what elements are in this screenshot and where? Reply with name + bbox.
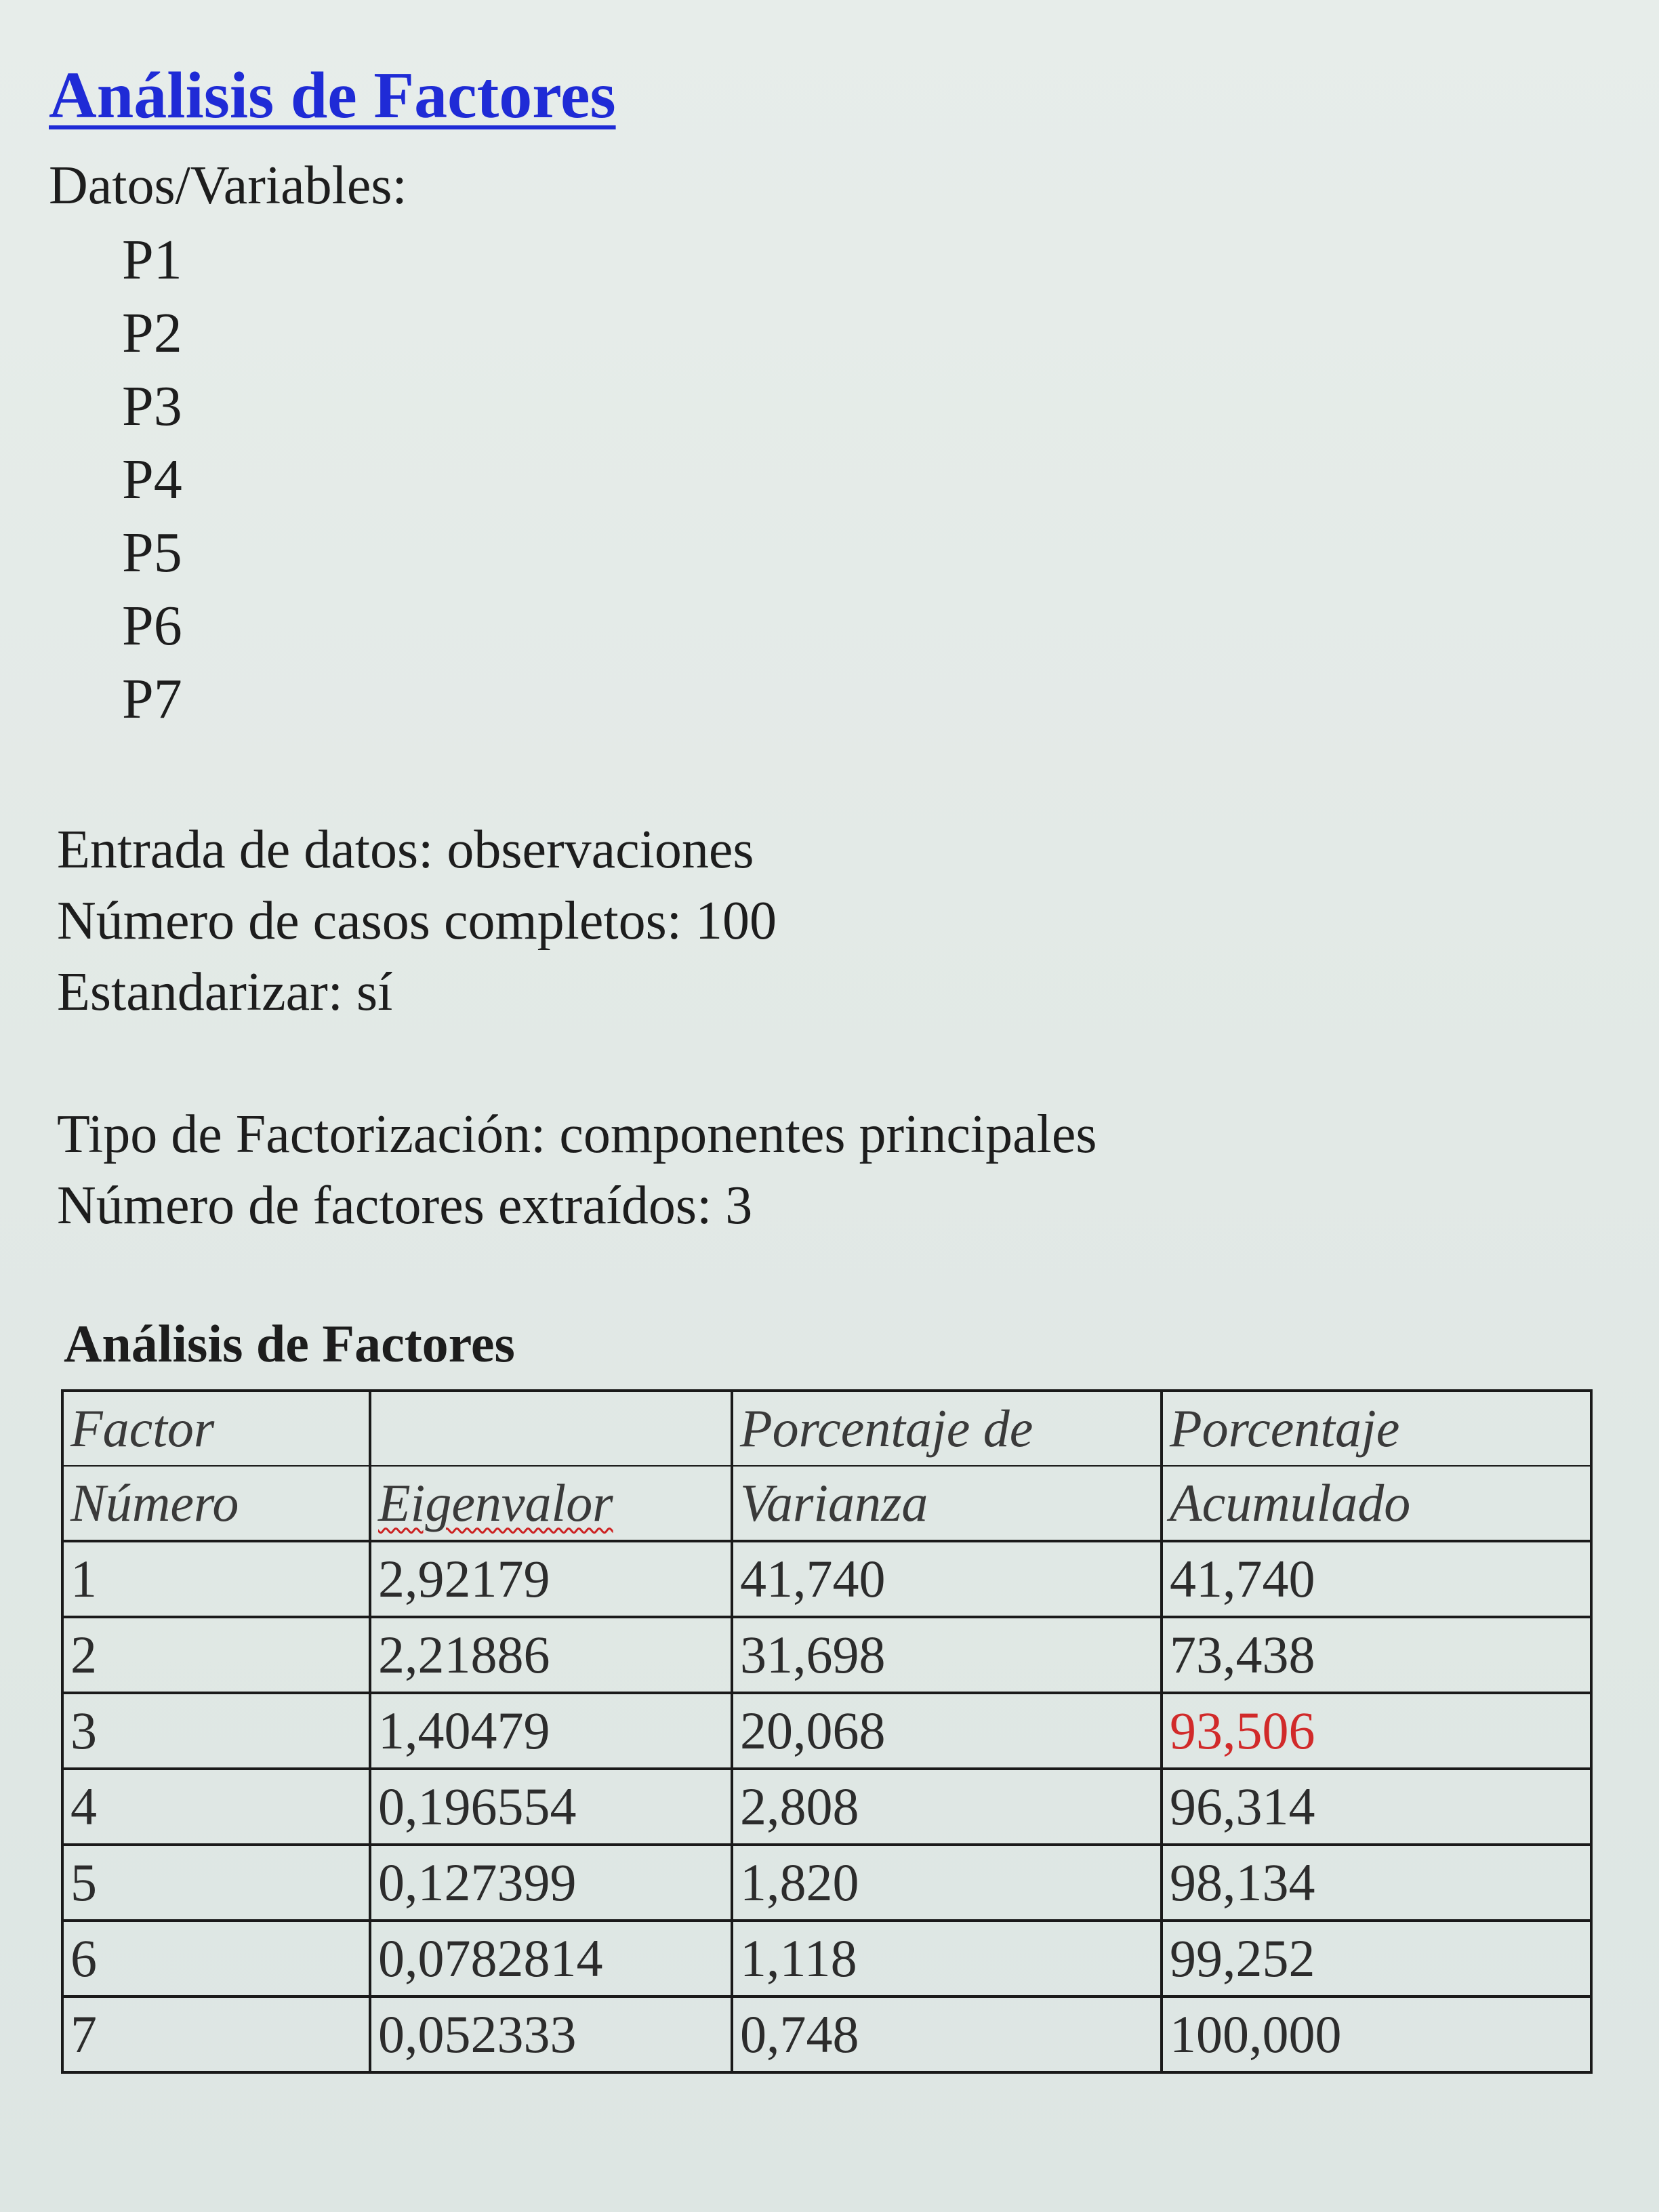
- variable-item: P5: [122, 521, 182, 584]
- variance-cell: 41,740: [732, 1541, 1162, 1617]
- table-row: [62, 1769, 1591, 1845]
- variable-item: P3: [122, 375, 182, 438]
- variance-cell: 1,118: [732, 1921, 1162, 1996]
- table-header-row: [62, 1466, 1591, 1541]
- cumulative-cell: 99,252: [1162, 1921, 1591, 1996]
- eigenvalue-cell: 0,0782814: [370, 1921, 732, 1996]
- variance-cell: 1,820: [732, 1845, 1162, 1921]
- eigenvalue-cell: 0,196554: [370, 1769, 732, 1845]
- eigenvalue-cell: 0,052333: [370, 1996, 732, 2072]
- cumulative-cell: 73,438: [1162, 1617, 1591, 1693]
- eigenvalue-cell: 2,92179: [370, 1541, 732, 1617]
- cumulative-cell-highlighted: 93,506: [1162, 1693, 1591, 1769]
- page-title: Análisis de Factores: [49, 59, 616, 132]
- header-number: Número: [62, 1466, 370, 1541]
- variable-item: P4: [122, 448, 182, 511]
- variable-item: P2: [122, 302, 182, 365]
- table-row: [62, 1845, 1591, 1921]
- standardize-line: Estandarizar: sí: [57, 962, 393, 1022]
- factor-number-cell: 3: [62, 1693, 370, 1769]
- factor-number-cell: 4: [62, 1769, 370, 1845]
- extracted-factors-line: Número de factores extraídos: 3: [57, 1176, 753, 1235]
- cumulative-cell: 98,134: [1162, 1845, 1591, 1921]
- variance-cell: 2,808: [732, 1769, 1162, 1845]
- variable-item: P7: [122, 668, 182, 731]
- data-input-line: Entrada de datos: observaciones: [57, 820, 754, 880]
- table-row: [62, 1921, 1591, 1996]
- eigenvalue-cell: 2,21886: [370, 1617, 732, 1693]
- factor-number-cell: 1: [62, 1541, 370, 1617]
- variance-cell: 31,698: [732, 1617, 1162, 1693]
- table-row: [62, 1617, 1591, 1693]
- complete-cases-line: Número de casos completos: 100: [57, 891, 777, 951]
- header-eigenvalue: [370, 1466, 732, 1541]
- factor-number-cell: 6: [62, 1921, 370, 1996]
- factor-number-cell: 7: [62, 1996, 370, 2072]
- cumulative-cell: 41,740: [1162, 1541, 1591, 1617]
- factorization-type-line: Tipo de Factorización: componentes principales: [57, 1105, 1097, 1164]
- variable-item: P6: [122, 594, 182, 657]
- factor-number-cell: 5: [62, 1845, 370, 1921]
- table-row: [62, 1996, 1591, 2072]
- eigenvalue-cell: 0,127399: [370, 1845, 732, 1921]
- header-percent: Porcentaje: [1162, 1391, 1591, 1466]
- table-title: Análisis de Factores: [64, 1314, 515, 1373]
- eigenvalue-cell: 1,40479: [370, 1693, 732, 1769]
- header-blank: [370, 1391, 732, 1466]
- cumulative-cell: 96,314: [1162, 1769, 1591, 1845]
- eigenvalue-label: Eigenvalor: [378, 1473, 613, 1532]
- variables-label: Datos/Variables:: [49, 156, 407, 216]
- factor-number-cell: 2: [62, 1617, 370, 1693]
- header-cumulative: Acumulado: [1162, 1466, 1591, 1541]
- table-row: [62, 1541, 1591, 1617]
- factor-analysis-table: [61, 1389, 1593, 2074]
- header-factor: Factor: [62, 1391, 370, 1466]
- variance-cell: 20,068: [732, 1693, 1162, 1769]
- variables-list: [122, 224, 182, 736]
- variance-cell: 0,748: [732, 1996, 1162, 2072]
- header-variance: Varianza: [732, 1466, 1162, 1541]
- variable-item: P1: [122, 228, 182, 291]
- table-row: [62, 1693, 1591, 1769]
- cumulative-cell: 100,000: [1162, 1996, 1591, 2072]
- header-percent-of: Porcentaje de: [732, 1391, 1162, 1466]
- table-header-row: [62, 1391, 1591, 1466]
